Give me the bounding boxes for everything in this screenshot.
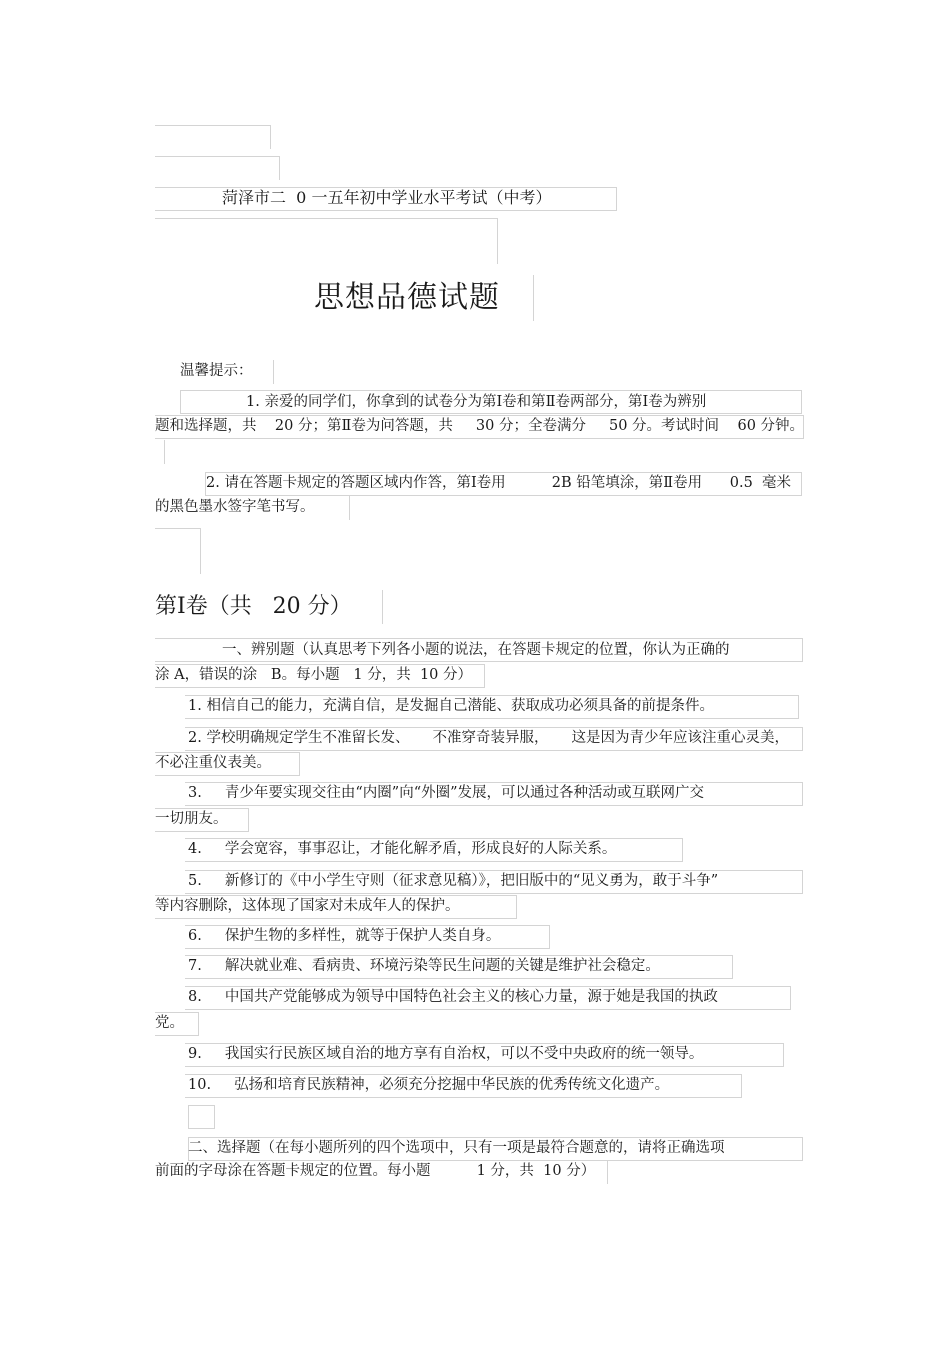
frame-decoration <box>520 275 534 321</box>
frame-decoration <box>155 156 280 180</box>
notice-item-1-cont: 题和选择题，共 20 分；第Ⅱ卷为问答题，共 30 分；全卷满分 50 分。考试时间 60 分钟。 <box>155 418 805 434</box>
question-5-cont: 等内容删除，这体现了国家对未成年人的保护。 <box>155 898 460 914</box>
question-2-cont: 不必注重仪表美。 <box>155 755 271 771</box>
frame-decoration <box>155 125 271 149</box>
question-7: 7. 解决就业难、看病贵、环境污染等民生问题的关键是维护社会稳定。 <box>188 958 660 974</box>
section2-instructions-cont: 前面的字母涂在答题卡规定的位置。每小题 1 分，共 10 分） <box>155 1163 596 1179</box>
notice-item-2: 2. 请在答题卡规定的答题区域内作答，第Ⅰ卷用 2B 铅笔填涂，第Ⅱ卷用 0.5 毫米 <box>206 475 792 491</box>
section1-instructions: 一、辨别题（认真思考下列各小题的说法，在答题卡规定的位置，你认为正确的 <box>222 642 730 658</box>
exam-name: 菏泽市二 0 一五年初中学业水平考试（中考） <box>222 188 552 207</box>
question-3-cont: 一切朋友。 <box>155 811 228 827</box>
part1-heading: 第Ⅰ卷（共 20 分） <box>155 594 352 619</box>
question-2: 2. 学校明确规定学生不准留长发、 不准穿奇装异服， 这是因为青少年应该注重心灵美， <box>188 730 790 746</box>
question-8: 8. 中国共产党能够成为领导中国特色社会主义的核心力量，源于她是我国的执政 <box>188 989 718 1005</box>
question-4: 4. 学会宽容，事事忍让，才能化解矛盾，形成良好的人际关系。 <box>188 841 617 857</box>
notice-item-2-cont: 的黑色墨水签字笔书写。 <box>155 499 315 515</box>
frame-decoration <box>155 218 498 264</box>
question-1: 1. 相信自己的能力，充满自信，是发掘自己潜能、获取成功必须具备的前提条件。 <box>188 698 714 714</box>
notice-item-1: 1. 亲爱的同学们，你拿到的试卷分为第Ⅰ卷和第Ⅱ卷两部分，第Ⅰ卷为辨别 <box>246 394 707 410</box>
question-6: 6. 保护生物的多样性，就等于保护人类自身。 <box>188 928 501 944</box>
section1-instructions-cont: 涂 A，错误的涂 B。每小题 1 分，共 10 分） <box>155 667 473 683</box>
notice-label: 温馨提示： <box>180 363 253 379</box>
section2-instructions: 二、选择题（在每小题所列的四个选项中，只有一项是最符合题意的，请将正确选项 <box>188 1140 725 1156</box>
frame-decoration <box>260 360 274 384</box>
question-10: 10. 弘扬和培育民族精神，必须充分挖掘中华民族的优秀传统文化遗产。 <box>188 1077 670 1093</box>
question-5: 5. 新修订的《中小学生守则（征求意见稿）》，把旧版中的“见义勇为，敢于斗争” <box>188 873 719 889</box>
frame-decoration <box>188 1105 215 1129</box>
subject-title: 思想品德试题 <box>314 280 500 315</box>
question-3: 3. 青少年要实现交往由“内圈”向“外圈”发展，可以通过各种活动或互联网广交 <box>188 785 705 801</box>
frame-decoration <box>155 528 201 574</box>
frame-decoration <box>155 440 165 464</box>
question-9: 9. 我国实行民族区域自治的地方享有自治权，可以不受中央政府的统一领导。 <box>188 1046 704 1062</box>
question-8-cont: 党。 <box>155 1015 184 1031</box>
